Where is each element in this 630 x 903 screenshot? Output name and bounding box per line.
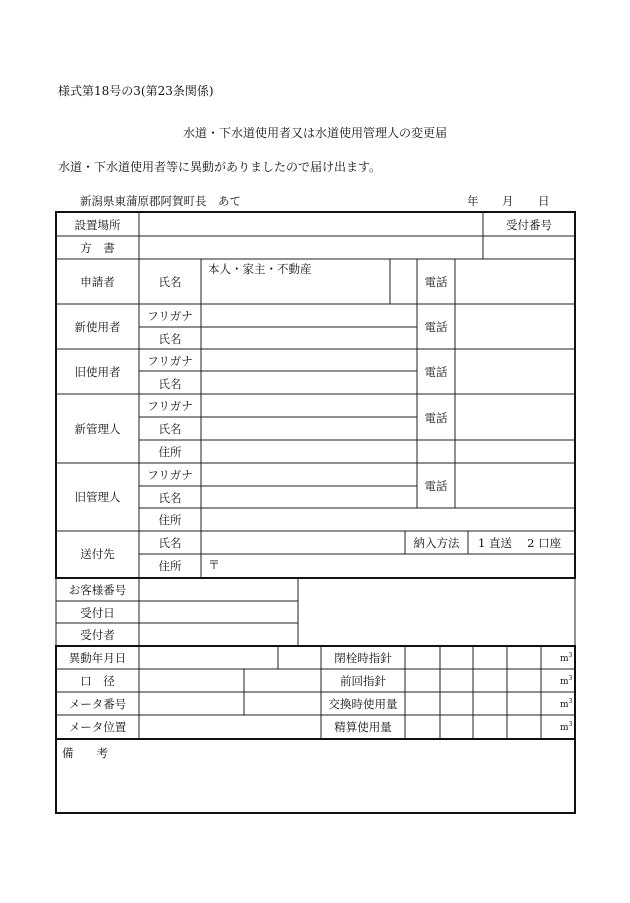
- old-user-phone-label: 電話: [424, 365, 448, 379]
- old-user-label: 旧使用者: [74, 365, 121, 379]
- customer-number-label: お客様番号: [68, 583, 127, 597]
- unit-cubic-meter: $m^3$: [560, 675, 573, 687]
- old-user-name-label: 氏名: [158, 377, 182, 391]
- intro-statement: 水道・下水道使用者等に異動がありましたので届け出ます。: [58, 160, 382, 174]
- new-manager-phone-label: 電話: [424, 411, 448, 425]
- send-to-address-label: 住所: [158, 559, 182, 573]
- applicant-name-label: 氏名: [158, 275, 182, 289]
- receipt-number-label: 受付番号: [506, 218, 552, 232]
- previous-reading-label: 前回指針: [340, 674, 386, 688]
- form-outer-frame: [56, 212, 575, 578]
- new-user-phone-label: 電話: [424, 320, 448, 334]
- new-user-furigana-label: フリガナ: [147, 309, 193, 323]
- receipt-date-label: 受付日: [80, 606, 115, 620]
- new-manager-name-label: 氏名: [158, 422, 182, 436]
- new-manager-label: 新管理人: [74, 422, 121, 436]
- direction-label: 方 書: [80, 241, 115, 255]
- old-manager-phone-label: 電話: [424, 479, 448, 493]
- new-user-label: 新使用者: [74, 320, 121, 334]
- owner-options: 本人・家主・不動産: [208, 262, 312, 276]
- payment-method-label: 納入方法: [413, 536, 460, 550]
- unit-cubic-meter: $m^3$: [560, 698, 573, 710]
- form-title: 水道・下水道使用者又は水道使用管理人の変更届: [182, 126, 447, 140]
- postal-mark: 〒: [208, 558, 221, 572]
- new-manager-furigana-label: フリガナ: [147, 399, 193, 413]
- applicant-label: 申請者: [80, 275, 115, 289]
- applicant-phone-label: 電話: [424, 275, 448, 289]
- remarks-label: 備 考: [62, 746, 108, 760]
- meter-location-label: メータ位置: [68, 720, 127, 734]
- old-user-furigana-label: フリガナ: [147, 354, 193, 368]
- form-number: 様式第18号の3(第23条関係): [58, 84, 214, 98]
- date-month-label: 月: [502, 194, 514, 208]
- old-manager-name-label: 氏名: [158, 491, 182, 505]
- receiver-label: 受付者: [80, 628, 115, 642]
- old-manager-address-label: 住所: [158, 513, 182, 527]
- caliber-label: 口 径: [80, 674, 115, 688]
- unit-cubic-meter: $m^3$: [560, 652, 573, 664]
- unit-cubic-meter: $m^3$: [560, 721, 573, 733]
- addressee: 新潟県東蒲原郡阿賀町長 あて: [80, 194, 241, 208]
- send-to-label: 送付先: [80, 547, 115, 561]
- payment-options: 1 直送 2 口座: [478, 536, 562, 550]
- date-day-label: 日: [538, 194, 550, 208]
- exchange-usage-label: 交換時使用量: [328, 697, 398, 711]
- date-year-label: 年: [467, 194, 479, 208]
- remarks-frame: [56, 739, 575, 813]
- old-manager-furigana-label: フリガナ: [147, 468, 193, 482]
- closing-reading-label: 閉栓時指針: [334, 651, 392, 665]
- meter-number-label: メータ番号: [68, 697, 127, 711]
- site-label: 設置場所: [74, 218, 121, 232]
- settled-usage-label: 精算使用量: [334, 720, 392, 734]
- new-user-name-label: 氏名: [158, 332, 182, 346]
- change-date-label: 異動年月日: [68, 651, 127, 665]
- send-to-name-label: 氏名: [158, 536, 182, 550]
- old-manager-label: 旧管理人: [74, 490, 121, 504]
- new-manager-address-label: 住所: [158, 445, 182, 459]
